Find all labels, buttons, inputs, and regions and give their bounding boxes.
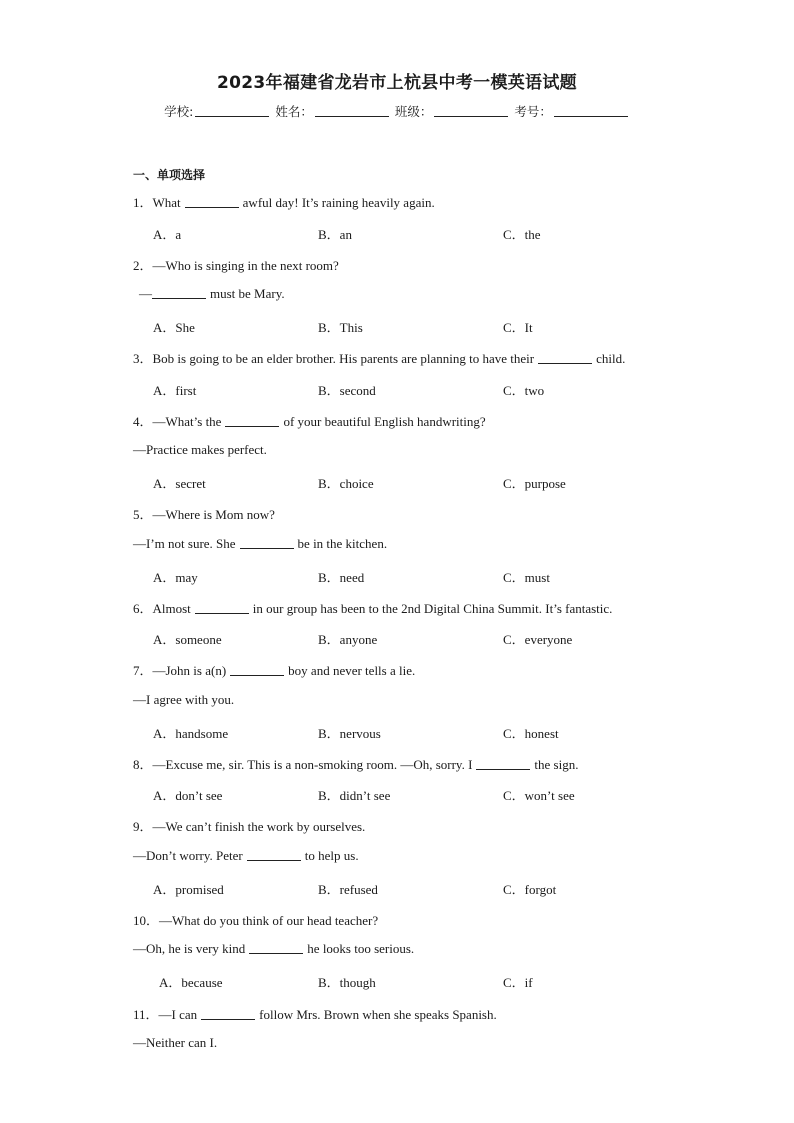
question-1 bbox=[133, 192, 435, 211]
answer-blank[interactable] bbox=[185, 195, 239, 208]
question-2-reply bbox=[139, 286, 285, 302]
school-label: 学校: bbox=[164, 104, 194, 119]
school-blank[interactable] bbox=[195, 104, 269, 117]
question-9-reply bbox=[133, 848, 359, 864]
question-text: —I’m not sure. She bbox=[133, 536, 236, 551]
question-text: child. bbox=[596, 351, 626, 366]
question-text: awful day! It’s raining heavily again. bbox=[242, 195, 435, 210]
name-label: 姓名： bbox=[275, 104, 313, 119]
question-10: 10．—What do you think of our head teacher? bbox=[133, 913, 379, 928]
option-c[interactable]: C．forgot bbox=[503, 882, 557, 897]
option-b[interactable]: B．didn’t see bbox=[318, 788, 391, 803]
option-c[interactable]: C．everyone bbox=[503, 632, 573, 647]
question-10-reply bbox=[133, 941, 414, 957]
option-c[interactable]: C．It bbox=[503, 320, 533, 335]
question-text: be in the kitchen. bbox=[297, 536, 388, 551]
question-7-reply: —I agree with you. bbox=[133, 692, 235, 707]
option-a[interactable]: A．She bbox=[153, 320, 195, 335]
question-text: follow Mrs. Brown when she speaks Spanish. bbox=[259, 1007, 497, 1022]
question-5-reply bbox=[133, 536, 387, 552]
answer-blank[interactable] bbox=[195, 601, 249, 614]
option-a[interactable]: A．someone bbox=[153, 632, 222, 647]
question-text: 3．Bob is going to be an elder brother. His parents are planning to have their bbox=[133, 351, 535, 366]
option-b[interactable]: B．nervous bbox=[318, 726, 381, 741]
student-info-line bbox=[0, 102, 794, 120]
question-text: 6．Almost bbox=[133, 601, 191, 616]
question-4 bbox=[133, 411, 486, 430]
option-c[interactable]: C．if bbox=[503, 975, 533, 990]
question-3 bbox=[133, 348, 625, 367]
option-a[interactable]: A．first bbox=[153, 383, 197, 398]
question-11 bbox=[133, 1004, 497, 1023]
option-a[interactable]: A．may bbox=[153, 570, 198, 585]
section-heading: 一、单项选择 bbox=[133, 168, 206, 182]
option-c[interactable]: C．two bbox=[503, 383, 545, 398]
question-text: 7．—John is a(n) bbox=[133, 663, 227, 678]
exam-number-label: 考号： bbox=[514, 104, 552, 119]
question-text: of your beautiful English handwriting? bbox=[283, 414, 486, 429]
answer-blank[interactable] bbox=[230, 663, 284, 676]
name-blank[interactable] bbox=[315, 104, 389, 117]
question-8 bbox=[133, 754, 578, 773]
question-text: in our group has been to the 2nd Digital China Summit. It’s fantastic. bbox=[252, 601, 613, 616]
option-a[interactable]: A．because bbox=[159, 975, 223, 990]
class-blank[interactable] bbox=[434, 104, 508, 117]
option-a[interactable]: A．a bbox=[153, 227, 182, 242]
answer-blank[interactable] bbox=[249, 941, 303, 954]
question-text: 1．What bbox=[133, 195, 181, 210]
option-c[interactable]: C．purpose bbox=[503, 476, 566, 491]
question-text: to help us. bbox=[304, 848, 359, 863]
option-a[interactable]: A．handsome bbox=[153, 726, 229, 741]
option-b[interactable]: B．refused bbox=[318, 882, 378, 897]
option-b[interactable]: B．though bbox=[318, 975, 376, 990]
option-c[interactable]: C．the bbox=[503, 227, 541, 242]
answer-blank[interactable] bbox=[225, 414, 279, 427]
question-text: 11．—I can bbox=[133, 1007, 198, 1022]
question-2: 2．—Who is singing in the next room? bbox=[133, 258, 339, 273]
option-c[interactable]: C．honest bbox=[503, 726, 559, 741]
question-text: he looks too serious. bbox=[307, 941, 415, 956]
question-4-reply: —Practice makes perfect. bbox=[133, 442, 267, 457]
option-b[interactable]: B．anyone bbox=[318, 632, 378, 647]
page-title: 2023年福建省龙岩市上杭县中考一模英语试题 bbox=[217, 73, 577, 93]
question-7 bbox=[133, 660, 415, 679]
question-text: must be Mary. bbox=[210, 286, 285, 301]
answer-blank[interactable] bbox=[247, 848, 301, 861]
option-b[interactable]: B．This bbox=[318, 320, 363, 335]
question-text: boy and never tells a lie. bbox=[288, 663, 416, 678]
answer-blank[interactable] bbox=[240, 536, 294, 549]
option-b[interactable]: B．need bbox=[318, 570, 365, 585]
question-11-reply: —Neither can I. bbox=[133, 1035, 218, 1050]
answer-blank[interactable] bbox=[538, 351, 592, 364]
option-b[interactable]: B．choice bbox=[318, 476, 374, 491]
question-6 bbox=[133, 598, 612, 617]
option-a[interactable]: A．don’t see bbox=[153, 788, 223, 803]
option-a[interactable]: A．secret bbox=[153, 476, 206, 491]
question-5: 5．—Where is Mom now? bbox=[133, 507, 275, 522]
option-a[interactable]: A．promised bbox=[153, 882, 224, 897]
question-9: 9．—We can’t finish the work by ourselves. bbox=[133, 819, 366, 834]
question-text: the sign. bbox=[534, 757, 579, 772]
option-c[interactable]: C．won’t see bbox=[503, 788, 575, 803]
question-text: —Oh, he is very kind bbox=[133, 941, 246, 956]
question-text: 4．—What’s the bbox=[133, 414, 222, 429]
option-c[interactable]: C．must bbox=[503, 570, 550, 585]
question-text: 8．—Excuse me, sir. This is a non-smoking room. —Oh, sorry. I bbox=[133, 757, 473, 772]
option-b[interactable]: B．an bbox=[318, 227, 352, 242]
exam-number-blank[interactable] bbox=[554, 104, 628, 117]
class-label: 班级： bbox=[394, 104, 433, 119]
question-text: —Don’t worry. Peter bbox=[133, 848, 243, 863]
answer-blank[interactable] bbox=[152, 286, 206, 299]
answer-blank[interactable] bbox=[476, 757, 530, 770]
question-text: — bbox=[139, 286, 152, 301]
answer-blank[interactable] bbox=[201, 1007, 255, 1020]
option-b[interactable]: B．second bbox=[318, 383, 376, 398]
